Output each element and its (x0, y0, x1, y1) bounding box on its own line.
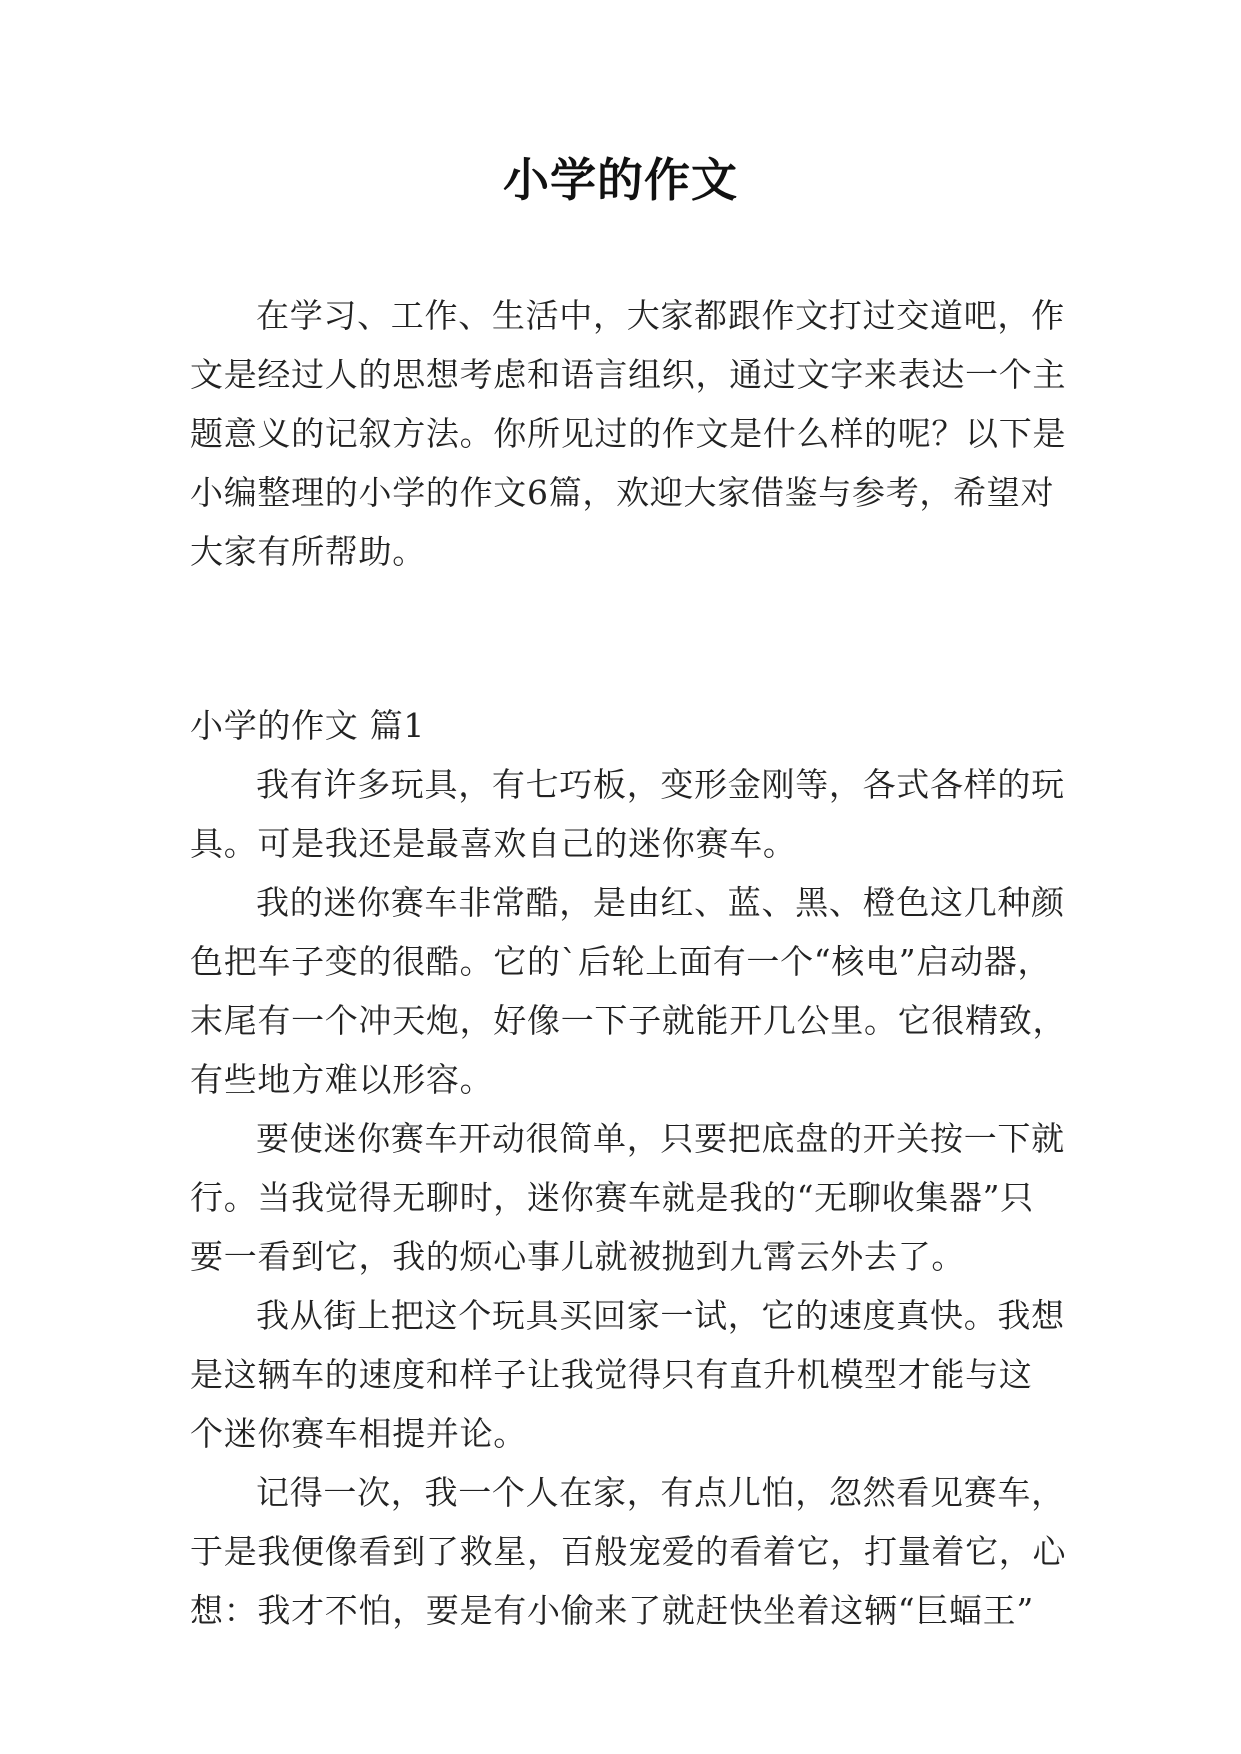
section-line: 想：我才不怕，要是有小偷来了就赶快坐着这辆“巨蝠王” (190, 1591, 1034, 1630)
section-line: 于是我便像看到了救星，百般宠爱的看着它，打量着它，心 (190, 1532, 1067, 1571)
section-gap (190, 581, 1066, 696)
section-line: 是这辆车的速度和样子让我觉得只有直升机模型才能与这 (190, 1355, 1033, 1394)
document-title: 小学的作文 (503, 153, 738, 207)
section-line: 个迷你赛车相提并论。 (190, 1414, 527, 1453)
section-line: 具。可是我还是最喜欢自己的迷你赛车。 (190, 824, 797, 863)
section-line: 要使迷你赛车开动很简单，只要把底盘的开关按一下就 (256, 1119, 1065, 1158)
section-line: 我的迷你赛车非常酷，是由红、蓝、黑、橙色这几种颜 (256, 883, 1065, 922)
section-heading: 小学的作文 篇1 (190, 706, 426, 745)
section-line: 记得一次，我一个人在家，有点儿怕，忽然看见赛车， (256, 1473, 1065, 1512)
section-line: 我从街上把这个玩具买回家一试，它的速度真快。我想 (256, 1296, 1065, 1335)
intro-line: 大家有所帮助。 (190, 532, 426, 571)
section-line: 要一看到它，我的烦心事儿就被抛到九霄云外去了。 (190, 1237, 966, 1276)
section-line: 末尾有一个冲天炮，好像一下子就能开几公里。它很精致， (190, 1001, 1067, 1040)
section-line: 有些地方难以形容。 (190, 1060, 494, 1099)
document-body (190, 286, 1066, 1640)
section-line: 色把车子变的很酷。它的`后轮上面有一个“核电”启动器， (190, 942, 1052, 981)
intro-line: 题意义的记叙方法。你所见过的作文是什么样的呢？以下是 (190, 414, 1067, 453)
intro-line: 在学习、工作、生活中，大家都跟作文打过交道吧，作 (256, 296, 1065, 335)
intro-line: 文是经过人的思想考虑和语言组织，通过文字来表达一个主 (190, 355, 1067, 394)
section-line: 我有许多玩具，有七巧板，变形金刚等，各式各样的玩 (256, 765, 1065, 804)
section-line: 行。当我觉得无聊时，迷你赛车就是我的“无聊收集器”只 (190, 1178, 1034, 1217)
intro-line: 小编整理的小学的作文6篇，欢迎大家借鉴与参考，希望对 (190, 473, 1055, 512)
